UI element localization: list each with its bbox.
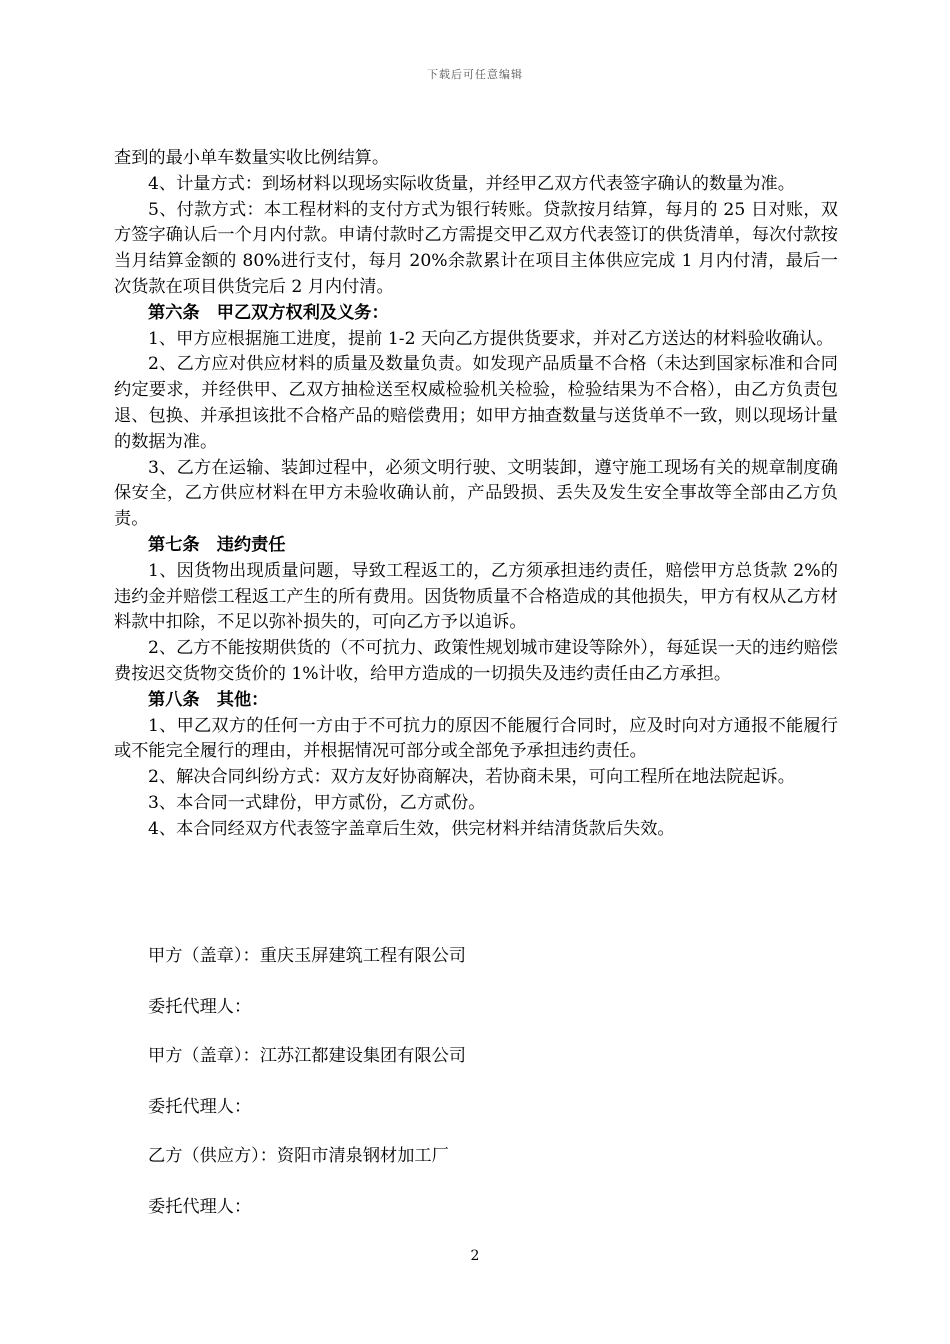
clause-8-1: 1、甲乙双方的任何一方由于不可抗力的原因不能履行合同时，应及时向对方通报不能履行或不能完全履行的理由，并根据情况可部分或全部免予承担违约责任。 <box>114 715 838 762</box>
clause-6-1: 1、甲方应根据施工进度，提前 1-2 天向乙方提供货要求，并对乙方送达的材料验收确认。 <box>148 328 834 349</box>
contract-body <box>114 146 838 843</box>
party-b-agent: 委托代理人： <box>148 1197 252 1217</box>
party-a1-signature: 甲方（盖章）：重庆玉屏建筑工程有限公司 <box>148 946 466 966</box>
party-b-signature: 乙方（供应方）：资阳市清泉钢材加工厂 <box>148 1146 449 1166</box>
article-6-heading: 第六条 甲乙双方权利及义务： <box>148 302 389 323</box>
paragraph: 查到的最小单车数量实收比例结算。 <box>114 148 390 168</box>
party-a2-signature: 甲方（盖章）：江苏江都建设集团有限公司 <box>148 1046 466 1066</box>
clause-7-1: 1、因货物出现质量问题，导致工程返工的，乙方须承担违约责任，赔偿甲方总货款 2%的违约金并赔偿工程返工产生的所有费用。因货物质量不合格造成的其他损失，甲方有权从乙方材料款中扣除，不足以弥补损失的，可向乙方予以追诉。 <box>114 560 838 633</box>
clause-measurement: 4、计量方式：到场材料以现场实际收货量，并经甲乙双方代表签字确认的数量为准。 <box>148 173 795 194</box>
party-a1-agent: 委托代理人： <box>148 997 252 1017</box>
clause-7-2: 2、乙方不能按期供货的（不可抗力、政策性规划城市建设等除外），每延误一天的违约赔偿费按迟交货物交货价的 1%计收，给甲方造成的一切损失及违约责任由乙方承担。 <box>114 638 838 684</box>
page-number: 2 <box>470 1248 480 1264</box>
clause-8-4: 4、本合同经双方代表签字盖章后生效，供完材料并结清货款后失效。 <box>148 818 675 839</box>
page-header: 下载后可任意编辑 <box>427 68 523 81</box>
article-8-heading: 第八条 其他： <box>148 689 269 710</box>
clause-8-2: 2、解决合同纠纷方式：双方友好协商解决，若协商未果，可向工程所在地法院起诉。 <box>148 767 795 788</box>
clause-6-3: 3、乙方在运输、装卸过程中，必须文明行驶、文明装卸，遵守施工现场有关的规章制度确保安全，乙方供应材料在甲方未验收确认前，产品毁损、丢失及发生安全事故等全部由乙方负责。 <box>114 457 838 530</box>
party-a2-agent: 委托代理人： <box>148 1097 252 1117</box>
clause-6-2: 2、乙方应对供应材料的质量及数量负责。如发现产品质量不合格（未达到国家标准和合同约定要求，并经供甲、乙双方抽检送至权威检验机关检验，检验结果为不合格），由乙方负责包退、包换、并承担该批不合格产品的赔偿费用；如甲方抽查数量与送货单不一致，则以现场计量的数据为准。 <box>114 354 838 452</box>
clause-8-3: 3、本合同一式肆份，甲方贰份，乙方贰份。 <box>148 792 486 813</box>
article-7-heading: 第七条 违约责任 <box>148 534 286 555</box>
clause-payment: 5、付款方式：本工程材料的支付方式为银行转账。贷款按月结算，每月的 25 日对账，双方签字确认后一个月内付款。申请付款时乙方需提交甲乙双方代表签订的供货清单，每次付款按当月结算金额的 80%进行支付，每月 20%余款累计在项目主体供应完成 1 月内付清，最后一次货款在项目供货完后 2 月内付清。 <box>114 199 838 297</box>
